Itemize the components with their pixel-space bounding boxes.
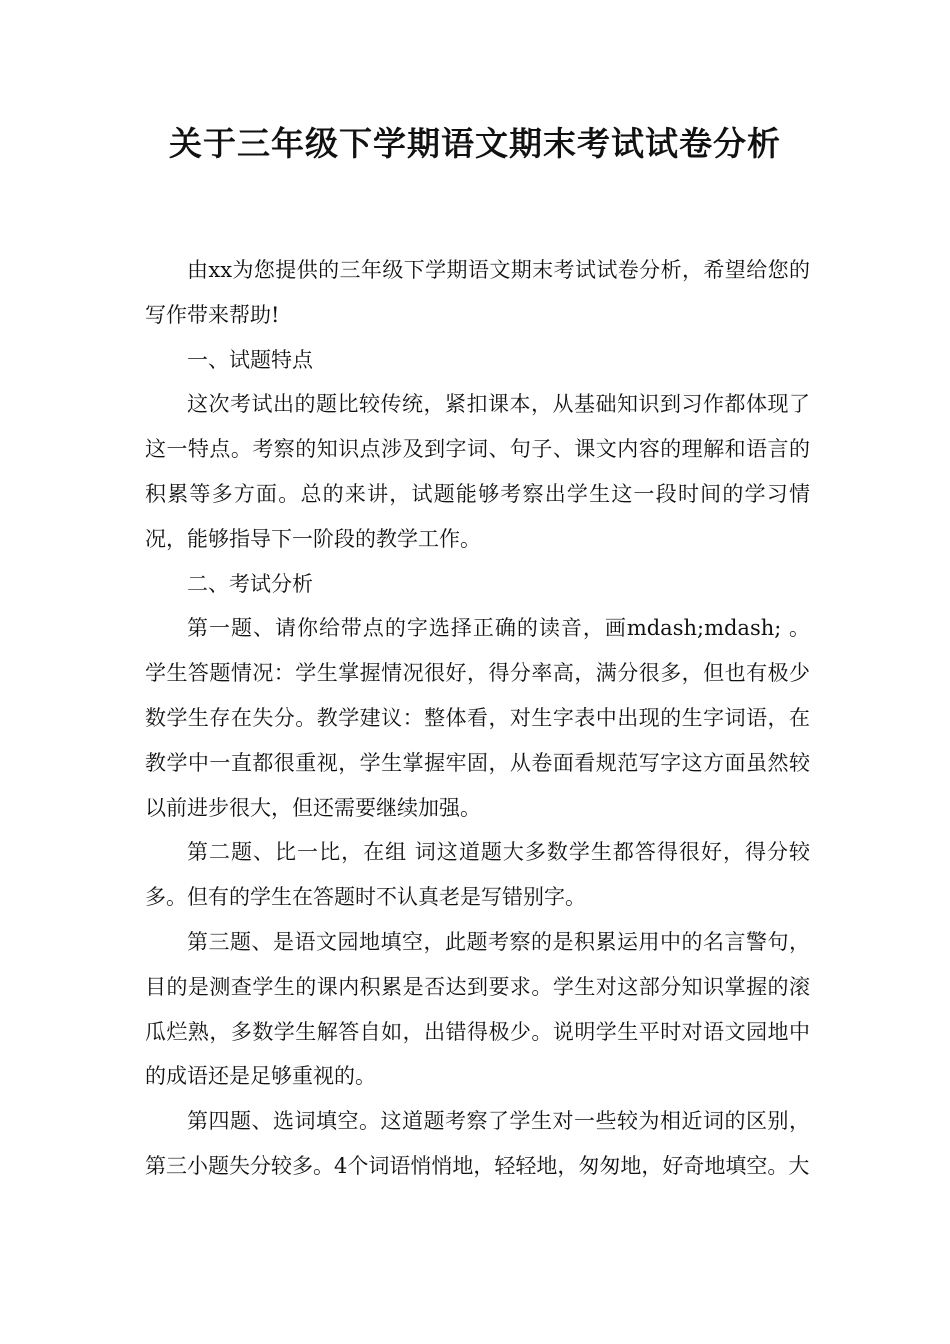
body-paragraph: 第三题、是语文园地填空，此题考察的是积累运用中的名言警句，目的是测查学生的课内积累是否达到要求。学生对这部分知识掌握的滚瓜烂熟，多数学生解答自如，出错得极少。说明学生平时对语文园地中的成语还是足够重视的。: [145, 929, 810, 1089]
body-paragraph: 第四题、选词填空。这道题考察了学生对一些较为相近词的区别，第三小题失分较多。4个词语悄悄地，轻轻地，匆匆地，好奇地填空。大: [145, 1109, 810, 1178]
document-title: 关于三年级下学期语文期末考试试卷分析: [169, 124, 781, 163]
body-paragraph: 第一题、请你给带点的字选择正确的读音，画mdash;mdash; 。学生答题情况：学生掌握情况很好，得分率高，满分很多，但也有极少数学生存在失分。教学建议：整体看，对生字表中出现的生字词语，在教学中一直都很重视，学生掌握牢固，从卷面看规范写字这方面虽然较以前进步很大，但还需要继续加强。: [145, 616, 810, 820]
section-heading-2: 二、考试分析: [187, 571, 313, 596]
section-heading-1: 一、试题特点: [187, 347, 313, 372]
body-paragraph: 这次考试出的题比较传统，紧扣课本，从基础知识到习作都体现了这一特点。考察的知识点涉及到字词、句子、课文内容的理解和语言的积累等多方面。总的来讲，试题能够考察出学生这一段时间的学习情况，能够指导下一阶段的教学工作。: [145, 392, 810, 551]
body-paragraph: 第二题、比一比，在组 词这道题大多数学生都答得很好，得分较多。但有的学生在答题时不认真老是写错别字。: [145, 840, 810, 910]
intro-paragraph: 由xx为您提供的三年级下学期语文期末考试试卷分析，希望给您的写作带来帮助!: [145, 258, 810, 327]
document-body: [145, 248, 810, 1189]
